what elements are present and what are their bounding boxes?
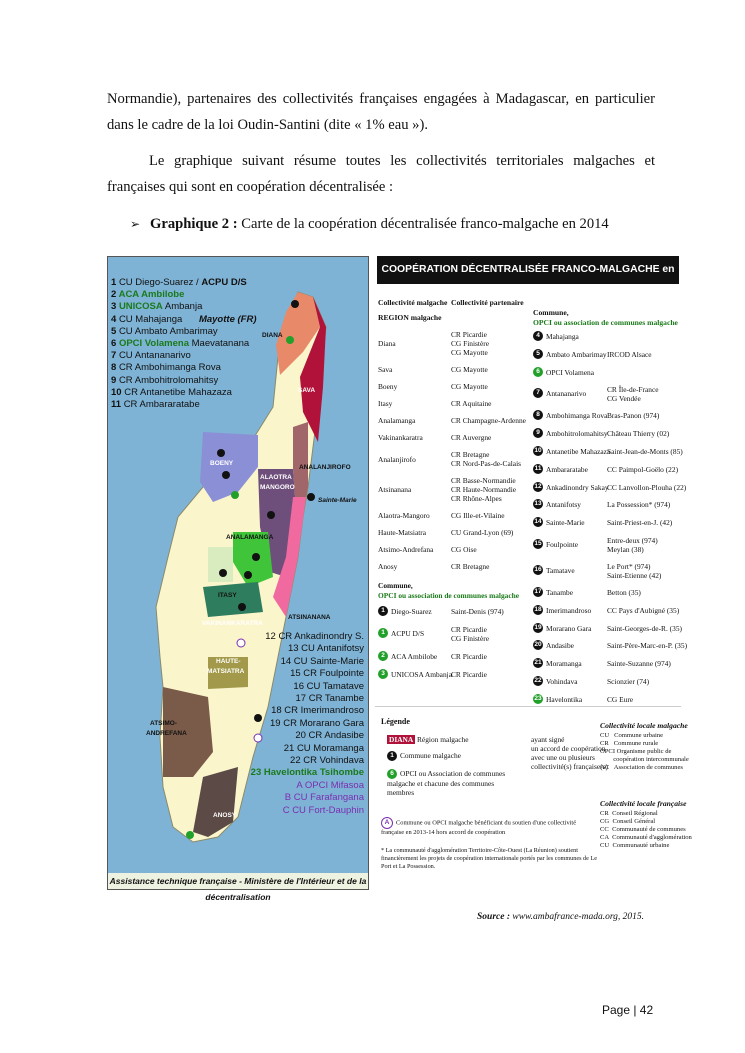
number-badge-icon: 10	[534, 447, 542, 454]
map-left-list	[111, 277, 256, 411]
marker-10	[252, 553, 260, 561]
arrow-bullet-icon: ➢	[130, 217, 141, 231]
marker-a	[237, 639, 245, 647]
marker-11	[267, 511, 275, 519]
map-list-text: CU Diego-Suarez /	[118, 277, 202, 288]
map-list-number: 1	[111, 277, 119, 288]
table-cell-partner: Château Thierry (02)	[607, 429, 670, 439]
number-badge-icon: 18	[534, 605, 542, 613]
table-cell-commune: Tamatave	[546, 566, 575, 575]
table-cell-commune: Ankadinondry Sakay	[546, 482, 609, 492]
number-badge-icon: 13	[534, 500, 542, 508]
table-cell-partner: CR Auvergne	[451, 433, 492, 442]
table-cell-region: Anosy	[378, 562, 398, 571]
number-badge-icon: 20	[534, 641, 542, 649]
table-cell-commune: Havelontika	[546, 694, 583, 704]
figure-source	[477, 912, 644, 922]
legend-green-badge-icon: 6	[387, 769, 397, 779]
number-badge-icon: 1	[378, 606, 388, 616]
map-list-text: CU Ambato Ambarimay	[118, 325, 218, 337]
table-cell-partner: CC Lanvollon-Plouha (22)	[607, 482, 687, 492]
table-cell-partner: Saint-Père-Marc-en-P. (35)	[607, 641, 688, 651]
map-list-number: 11	[111, 399, 124, 411]
label-sainte-marie: Sainte-Marie	[318, 497, 357, 504]
number-badge-icon: 5	[533, 349, 543, 359]
map-list-number: 8	[111, 362, 119, 374]
table-cell-commune: Imerimandroso	[546, 605, 592, 615]
map-list-item	[111, 314, 256, 326]
marker-5	[222, 471, 230, 479]
legend-title: Légende	[381, 717, 410, 726]
label-alaotra: ALAOTRA	[260, 474, 292, 481]
number-badge-icon: 6	[533, 367, 543, 377]
marker-12	[219, 569, 227, 577]
left-opci-head: OPCI ou association de communes malgache	[378, 591, 520, 600]
table-cell-region: Alaotra-Mangoro	[378, 511, 430, 520]
map-list-item	[111, 289, 256, 301]
legend-fr: CR Conseil Régional CG Conseil Général CC Communauté de communes CA Communauté d'agglomération CU Communauté urbaine	[600, 810, 692, 849]
map-list-extra: Mayotte (FR)	[196, 313, 257, 325]
map-right-item: B CU Farafangana	[284, 792, 364, 804]
label-matsiatra: MATSIATRA	[207, 668, 245, 675]
marker-7	[244, 571, 252, 579]
map-list-text: CR Ambararatabe	[123, 399, 200, 411]
legend-fr-title: Collectivité locale française	[600, 799, 687, 808]
table-cell-partner: Scionzier (74)	[607, 677, 650, 686]
label-vakinankaratra: VAKINANKARATRA	[202, 620, 263, 627]
table-cell-region: Diana	[378, 339, 396, 348]
table-cell-partner: CR Picardie	[451, 670, 487, 679]
label-haute: HAUTE-	[216, 658, 241, 665]
number-badge-icon: 9	[533, 428, 543, 438]
map-right-item: 15 CR Foulpointe	[290, 668, 364, 680]
label-mangoro: MANGORO	[260, 484, 295, 491]
map-list-number: 9	[111, 374, 119, 386]
label-atsinanana: ATSINANANA	[288, 614, 331, 621]
table-cell-region: Sava	[378, 365, 393, 374]
legend-commune	[387, 751, 461, 761]
table-cell-partner: IRCOD Alsace	[607, 349, 652, 359]
legend-star-text: La communauté d'agglomération Territoire-Côte-Ouest (La Réunion) soutient financièrement les projets de coopération internationale portés par les communes de Le Port et La Possession.	[381, 847, 597, 870]
legend-purple-badge-icon: A	[381, 817, 393, 829]
marker-4	[217, 449, 225, 457]
map-list-text: CR Ambohitrolomahitsy	[118, 374, 219, 386]
map-list-item	[111, 375, 256, 387]
number-badge-icon: 3	[378, 669, 388, 679]
table-cell-commune: Sainte-Marie	[546, 518, 585, 528]
table-cell-partner: CR Picardie CG Finistère	[451, 625, 489, 643]
marker-6	[231, 491, 239, 499]
map-list-bold: ACA Ambilobe	[118, 289, 185, 301]
table-cell-partner: CR Basse-Normandie CR Haute-Normandie CR Rhône-Alpes	[451, 476, 517, 503]
right-opci-head: OPCI ou association de communes malgache	[533, 318, 678, 327]
map-list-bold: UNICOSA	[118, 301, 163, 313]
table-cell-partner: Betton (35)	[607, 588, 641, 597]
map-list-text: CU Antananarivo	[118, 350, 191, 362]
map-right-item: 16 CU Tamatave	[293, 680, 364, 692]
map-list-bold: ACPU D/S	[201, 277, 247, 288]
table-cell-partner: CR Picardie CG Finistère CG Mayotte	[451, 330, 489, 357]
table-cell-partner: CR Champagne-Ardenne	[451, 416, 526, 425]
table-cell-commune: Moramanga	[546, 659, 582, 669]
map-list-text: CR Ambohimanga Rova	[118, 362, 221, 374]
table-cell-region: Vakinankaratra	[378, 433, 423, 442]
region-vakinankaratra	[203, 582, 263, 617]
table-cell-commune: Ambohimanga Rova	[546, 411, 608, 421]
map-right-item: 14 CU Sainte-Marie	[280, 655, 364, 667]
table-cell-partner: CG Ille-et-Vilaine	[451, 511, 505, 520]
label-boeny: BOENY	[210, 460, 234, 467]
map-right-item: 17 CR Tanambe	[295, 693, 364, 705]
map-list-item	[111, 277, 256, 289]
table-cell-commune: Morarano Gara	[546, 623, 592, 633]
table-cell-commune: Antananarivo	[546, 389, 587, 399]
table-cell-commune: Antanifotsy	[546, 500, 581, 510]
table-cell-commune: Ambohitrolomahitsy	[546, 429, 608, 439]
table-cell-region: Atsinanana	[378, 485, 412, 494]
table-cell-partner: La Possession* (974)	[607, 500, 671, 510]
label-analanjirofo: ANALANJIROFO	[299, 464, 351, 471]
cooperation-table-panel	[375, 256, 692, 891]
table-cell-commune: Vohindava	[546, 677, 578, 686]
legend-star: * La communauté d'agglomération Territoire-Côte-Ouest (La Réunion) soutient financièrement les projets de coopération internationale portés par les communes de Le Port et La Possession.	[381, 847, 597, 870]
map-right-item: 12 CR Ankadinondry S.	[265, 631, 364, 642]
map-list-text: CU Mahajanga	[118, 313, 183, 325]
table-cell-commune: ACA Ambilobe	[391, 652, 438, 661]
col-head-partenaire: Collectivité partenaire	[451, 298, 524, 307]
legend-commune-text: Commune malgache	[400, 751, 461, 760]
table-cell-commune: Tanambe	[546, 588, 573, 597]
map-list-text: CR Antanetibe Mahazaza	[124, 386, 232, 398]
number-badge-icon: 8	[533, 410, 543, 420]
marker-23	[186, 831, 194, 839]
legend-opci-text: OPCI ou Association de communes malgache et chacune des communes membres	[387, 769, 506, 798]
map-list-item	[111, 326, 256, 338]
table-cell-partner: Saint-Priest-en-J. (42)	[607, 518, 673, 528]
map-list-item	[111, 399, 256, 411]
map-right-item: A OPCI Mifasoa	[296, 779, 364, 791]
caption-text: Carte de la coopération décentralisée franco-malgache en 2014	[237, 216, 609, 232]
col-head-malgache: Collectivité malgache	[378, 298, 448, 307]
legend-black-badge-icon: 1	[387, 751, 397, 761]
table-cell-partner: CR Île-de-France CG Vendée	[607, 385, 659, 404]
table-cell-region: Itasy	[378, 399, 393, 408]
label-itasy: ITASY	[218, 592, 237, 599]
map-right-item: 18 CR Imerimandroso	[271, 705, 364, 717]
label-andrefana: ANDREFANA	[146, 730, 187, 737]
table-cell-region: Analamanga	[378, 416, 416, 425]
map-list-item	[111, 387, 256, 399]
marker-1	[291, 300, 299, 308]
table-cell-partner: Entre-deux (974) Meylan (38)	[607, 536, 658, 554]
number-badge-icon: 22	[534, 677, 542, 684]
map-list-text: Ambanja	[162, 301, 203, 313]
map-right-item: 19 CR Morarano Gara	[270, 717, 364, 729]
number-badge-icon: 14	[534, 518, 542, 526]
number-badge-icon: 12	[534, 482, 542, 490]
legend-purple	[381, 817, 591, 837]
label-sava: SAVA	[298, 387, 316, 394]
number-badge-icon: 4	[533, 331, 543, 341]
map-list-bold: OPCI Volamena	[118, 338, 189, 350]
map-list-text: Maevatanana	[188, 338, 250, 350]
legend-malg: CU Commune urbaine CR Commune rurale OPCI Organisme public de coopération intercommunale AC Association de communes	[600, 732, 689, 771]
marker-2	[286, 336, 294, 344]
page-number: Page | 42	[602, 1003, 654, 1017]
map-right-item: 22 CR Vohindava	[290, 755, 364, 767]
legend-purple-text: Commune ou OPCI malgache bénéficiant du soutien d'une collectivité française en 2013-14 hors accord de coopération	[381, 819, 577, 836]
table-cell-commune: Ambararatabe	[546, 464, 588, 474]
table-cell-region: Atsimo-Andrefana	[378, 545, 434, 554]
paragraph-intro: Le graphique suivant résume toutes les collectivités territoriales malgaches et françaises qui sont en coopération décentralisée :	[107, 153, 655, 195]
table-cell-commune: OPCI Volamena	[546, 367, 594, 377]
source-label: Source :	[477, 912, 510, 922]
number-badge-icon: 1	[378, 628, 388, 638]
number-badge-icon: 16	[534, 566, 542, 573]
legend-region-tag: DIANA	[389, 735, 414, 744]
map-list-number: 2	[111, 289, 119, 301]
map-list-item	[111, 338, 256, 350]
map-list-item	[111, 362, 256, 374]
table-cell-partner: CG Mayotte	[451, 365, 488, 374]
table-cell-commune: Diego-Suarez	[391, 607, 432, 616]
map-list-number: 10	[111, 386, 125, 398]
region-label: REGION malgache	[378, 313, 442, 322]
map-list-number: 5	[111, 325, 119, 337]
marker-14	[307, 493, 315, 501]
map-right-item: 13 CU Antanifotsy	[287, 643, 364, 655]
source-text: www.ambafrance-mada.org, 2015.	[510, 912, 645, 922]
number-badge-icon: 17	[534, 588, 542, 595]
caption-label: Graphique 2 :	[150, 216, 238, 232]
region-itasy	[208, 547, 233, 582]
table-cell-partner: Sainte-Suzanne (974)	[607, 659, 671, 669]
madagascar-map	[107, 256, 369, 902]
label-anosy: ANOSY	[213, 812, 237, 819]
table-cell-commune: Andasibe	[546, 641, 574, 651]
map-list-item	[111, 301, 256, 313]
left-commune-head: Commune,	[378, 581, 413, 590]
number-badge-icon: 15	[534, 540, 542, 547]
legend-opci	[387, 769, 517, 797]
table-cell-region: Analanjirofo	[378, 454, 416, 464]
legend	[375, 706, 692, 892]
legend-region: Région malgache	[417, 735, 469, 744]
label-analamanga: ANALAMANGA	[226, 534, 274, 541]
number-badge-icon: 23	[534, 694, 542, 702]
label-diana: DIANA	[262, 332, 283, 339]
paragraph-continuation: Normandie), partenaires des collectivités françaises engagées à Madagascar, en particulier dans le cadre de la loi Oudin-Santini (dite « 1% eau »).	[107, 91, 655, 133]
table-cell-partner: CG Oise	[451, 545, 477, 554]
table-cell-partner: CR Bretagne	[451, 562, 490, 571]
table-cell-commune: Antanetibe Mahazaza	[546, 447, 611, 456]
number-badge-icon: 21	[534, 659, 542, 667]
table-cell-partner: Saint-Jean-de-Monts (85)	[607, 447, 683, 456]
right-commune-head: Commune,	[533, 308, 569, 317]
table-cell-region: Boeny	[378, 382, 398, 391]
map-right-item: C CU Fort-Dauphin	[282, 804, 364, 816]
table-cell-commune: Mahajanga	[546, 332, 579, 341]
map-right-list	[251, 631, 364, 817]
table-banner: COOPÉRATION DÉCENTRALISÉE FRANCO-MALGACHE en 2014	[377, 256, 679, 284]
map-right-item: 23 Havelontika Tsihombe	[250, 767, 364, 779]
table-cell-commune: Foulpointe	[546, 540, 579, 549]
table-cell-partner: Saint-Georges-de-R. (35)	[607, 623, 682, 633]
figure-caption	[130, 214, 609, 234]
map-right-item: 20 CR Andasibe	[295, 730, 364, 742]
table-cell-partner: Bras-Panon (974)	[607, 411, 660, 421]
label-atsimo: ATSIMO-	[150, 720, 177, 727]
table-cell-region: Haute-Matsiatra	[378, 528, 427, 537]
map-list-number: 4	[111, 313, 119, 325]
table-cell-partner: CR Bretagne CR Nord-Pas-de-Calais	[451, 450, 521, 468]
table-cell-partner: CC Paimpol-Goëlo (22)	[607, 464, 679, 474]
table-cell-commune: UNICOSA Ambanja	[391, 670, 452, 679]
legend-malg-title: Collectivité locale malgache	[600, 721, 688, 730]
map-list-number: 6	[111, 338, 119, 350]
table-cell-partner: Saint-Denis (974)	[451, 607, 504, 616]
table-cell-commune: Ambato Ambarimay	[546, 349, 607, 359]
number-badge-icon: 7	[533, 388, 543, 398]
table-cell-partner: CG Eure	[607, 694, 634, 704]
number-badge-icon: 19	[534, 623, 542, 631]
map-list-number: 7	[111, 350, 119, 362]
number-badge-icon: 2	[378, 651, 388, 661]
number-badge-icon: 11	[534, 464, 542, 472]
table-cell-partner: CU Grand-Lyon (69)	[451, 528, 514, 537]
map-right-item: 21 CU Moramanga	[283, 742, 364, 754]
table-cell-partner: CR Picardie	[451, 652, 487, 661]
table-cell-partner: Le Port* (974) Saint-Etienne (42)	[607, 562, 662, 580]
map-list-number: 3	[111, 301, 119, 313]
legend-signed: ayant signé un accord de coopération avec une ou plusieurs collectivité(s) française(s)	[531, 735, 608, 771]
map-list-item	[111, 350, 256, 362]
table-cell-partner: CG Mayotte	[451, 382, 488, 391]
table-cell-commune: ACPU D/S	[391, 629, 425, 638]
table-cell-partner: CC Pays d'Aubigné (35)	[607, 605, 680, 615]
marker-13	[238, 603, 246, 611]
table-cell-partner: CR Aquitaine	[451, 399, 492, 408]
map-credit: Assistance technique française - Ministère de l'Intérieur et de la décentralisation	[108, 873, 368, 889]
